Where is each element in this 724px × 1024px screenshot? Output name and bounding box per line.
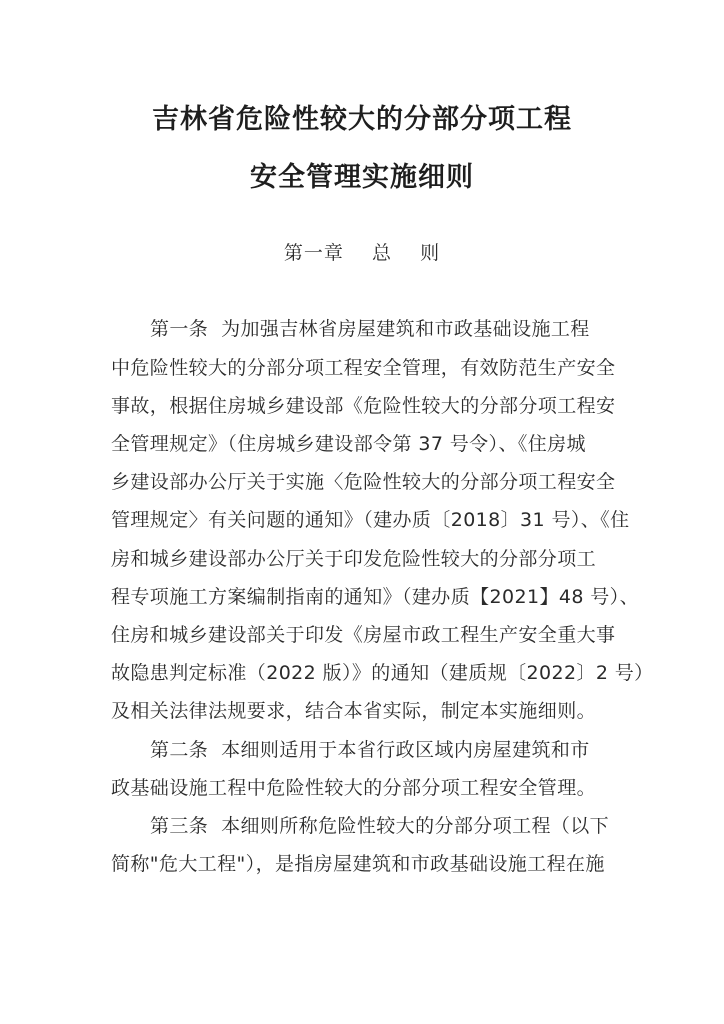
body-line: 第三条 本细则所称危险性较大的分部分项工程（以下 [150, 815, 610, 837]
body-line: 全管理规定》（住房城乡建设部令第 37 号令）、《住房城 [111, 433, 586, 455]
body-line: 政基础设施工程中危险性较大的分部分项工程安全管理。 [111, 777, 597, 799]
document-title-line-2: 安全管理实施细则 [250, 162, 474, 193]
body-line: 住房和城乡建设部关于印发《房屋市政工程生产安全重大事 [111, 624, 616, 646]
body-line: 第一条 为加强吉林省房屋建筑和市政基础设施工程 [150, 318, 590, 340]
body-line: 第二条 本细则适用于本省行政区域内房屋建筑和市 [150, 739, 590, 761]
body-line: 简称"危大工程"），是指房屋建筑和市政基础设施工程在施 [111, 853, 605, 875]
body-line: 中危险性较大的分部分项工程安全管理，有效防范生产安全 [111, 357, 616, 379]
chapter-heading: 第一章 总 则 [283, 242, 441, 264]
body-line: 故隐患判定标准（2022 版）》的通知（建质规〔2022〕2 号） [111, 662, 654, 684]
body-line: 乡建设部办公厅关于实施〈危险性较大的分部分项工程安全 [111, 471, 616, 493]
body-line: 及相关法律法规要求，结合本省实际，制定本实施细则。 [111, 700, 597, 722]
body-line: 管理规定〉有关问题的通知》（建办质〔2018〕31 号）、《住 [111, 509, 630, 531]
document-title-line-1: 吉林省危险性较大的分部分项工程 [152, 104, 572, 135]
body-line: 程专项施工方案编制指南的通知》（建办质【2021】48 号）、 [111, 586, 639, 608]
body-line: 事故，根据住房城乡建设部《危险性较大的分部分项工程安 [111, 395, 616, 417]
body-line: 房和城乡建设部办公厅关于印发危险性较大的分部分项工 [111, 548, 597, 570]
